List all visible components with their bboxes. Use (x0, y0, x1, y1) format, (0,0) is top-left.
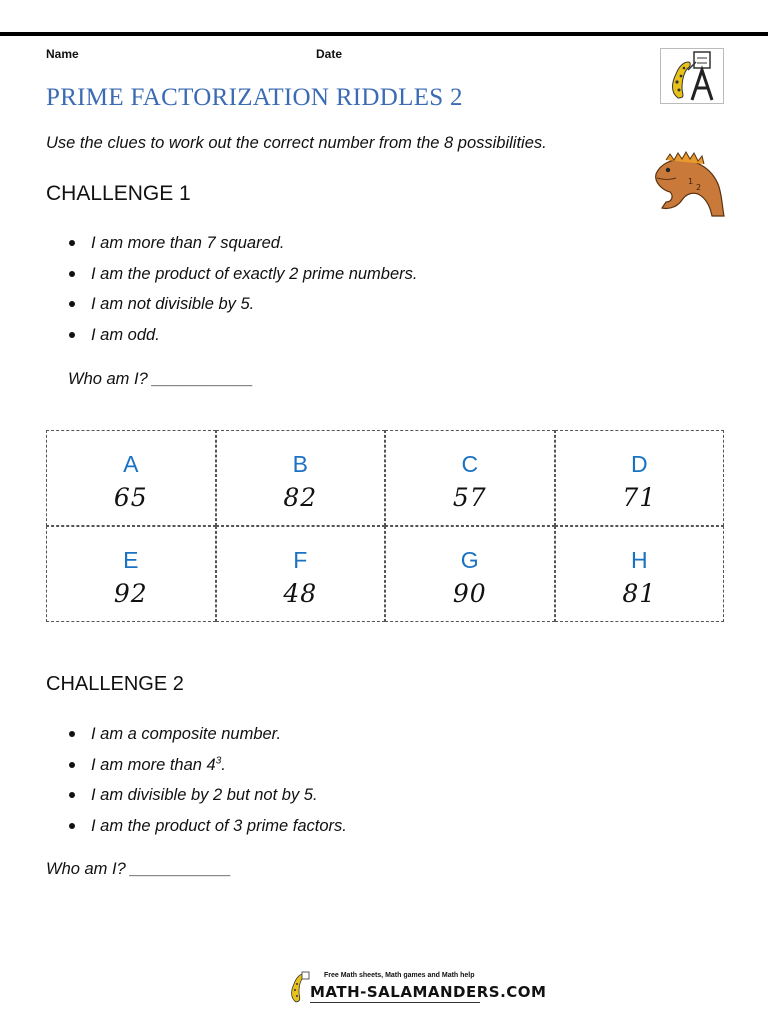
bullet-icon (69, 762, 75, 768)
card-letter: H (630, 547, 648, 573)
card-letter: G (460, 547, 479, 573)
svg-text:2: 2 (696, 183, 702, 192)
clue-item (62, 325, 417, 356)
challenge-2-question: Who am I? ___________ (46, 860, 232, 878)
salamander-logo-icon (660, 48, 724, 104)
clue-text: I am more than 4 (91, 755, 216, 774)
top-rule (0, 32, 768, 36)
challenge-1-clues (62, 233, 417, 355)
lizard-icon (652, 150, 726, 220)
footer-branding (288, 968, 547, 1006)
clue-text: I am divisible by 2 but not by 5. (91, 786, 318, 804)
card-number: 65 (113, 483, 148, 512)
clue-item (62, 755, 347, 786)
challenge-2-clues (62, 724, 347, 846)
answer-card-g (385, 526, 555, 622)
clue-item (62, 264, 417, 295)
footer-underline (310, 1002, 480, 1003)
challenge-2-heading: CHALLENGE 2 (46, 673, 184, 695)
bullet-icon (69, 332, 75, 338)
answer-card-h (555, 526, 725, 622)
exponent: 3 (215, 755, 222, 766)
answer-card-grid (46, 430, 724, 622)
clue-text: I am a composite number. (91, 725, 282, 743)
clue-text: I am more than 7 squared. (91, 234, 285, 252)
answer-card-c (385, 430, 555, 526)
clue-item (62, 294, 417, 325)
date-label: Date (316, 47, 343, 61)
card-letter: E (123, 547, 139, 573)
answer-card-e (46, 526, 216, 622)
challenge-1-heading: CHALLENGE 1 (46, 182, 191, 205)
clue-text: I am the product of 3 prime factors. (91, 816, 347, 835)
footer-tagline: Free Math sheets, Math games and Math help (324, 972, 475, 979)
card-letter: B (292, 451, 308, 477)
clue-item (62, 233, 417, 264)
bullet-icon (69, 240, 75, 246)
challenge-1-question: Who am I? ___________ (68, 370, 254, 388)
card-number: 71 (622, 483, 657, 512)
card-number: 92 (113, 579, 148, 608)
bullet-icon (69, 731, 75, 737)
card-number: 82 (283, 483, 318, 512)
bullet-icon (69, 301, 75, 307)
worksheet-title: PRIME FACTORIZATION RIDDLES 2 (46, 84, 463, 111)
card-number: 57 (452, 483, 487, 512)
instructions: Use the clues to work out the correct number from the 8 possibilities. (46, 134, 547, 152)
card-letter: F (293, 547, 308, 573)
clue-text: I am odd. (91, 325, 160, 344)
card-letter: A (123, 451, 139, 477)
bullet-icon (69, 271, 75, 277)
card-number: 81 (622, 579, 657, 608)
answer-card-f (216, 526, 386, 622)
clue-item (62, 785, 347, 816)
salamander-footer-icon (288, 970, 310, 1004)
card-letter: D (630, 451, 648, 477)
clue-item (62, 816, 347, 847)
name-label: Name (46, 47, 79, 61)
answer-card-a (46, 430, 216, 526)
svg-text:1: 1 (688, 177, 694, 186)
card-number: 90 (452, 579, 487, 608)
answer-card-b (216, 430, 386, 526)
clue-text: I am the product of exactly 2 prime numbers. (91, 264, 418, 283)
bullet-icon (69, 823, 75, 829)
clue-item (62, 724, 347, 755)
card-letter: C (461, 451, 479, 477)
clue-text: I am not divisible by 5. (91, 295, 255, 313)
card-number: 48 (283, 579, 318, 608)
answer-card-d (555, 430, 725, 526)
bullet-icon (69, 792, 75, 798)
footer-site-name: MATH-SALAMANDERS.COM (310, 983, 547, 1001)
clue-text-end: . (221, 755, 226, 774)
